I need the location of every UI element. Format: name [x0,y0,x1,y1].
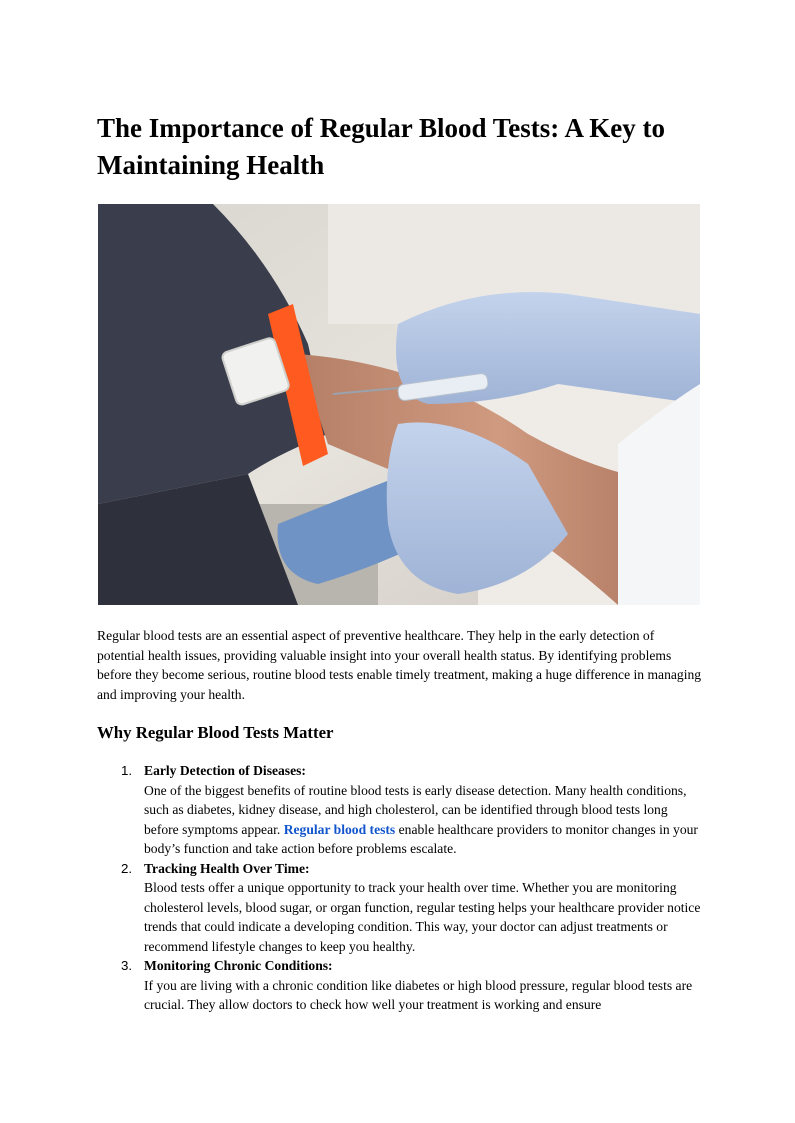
list-item-title: Tracking Health Over Time: [144,860,310,876]
list-item [97,859,703,957]
list-number: 3. [121,958,133,973]
list-number: 1. [121,763,133,778]
reasons-list [97,761,703,1015]
section-heading: Why Regular Blood Tests Matter [97,723,334,742]
list-item-text: enable healthcare providers to monitor changes in your body’s function and take action before problems escalate. [144,821,698,856]
list-item-title: Monitoring Chronic Conditions: [144,958,333,973]
list-item-text: One of the biggest benefits of routine blood tests is early disease detection. Many health conditions, such as diabetes, kidney disease, and high cholesterol, can be identified through blood tests long before symptoms appear. [144,782,687,837]
list-item [97,761,703,859]
intro-paragraph: Regular blood tests are an essential aspect of preventive healthcare. They help in the early detection of potential health issues, providing valuable insight into your overall health status. By identifying problems before they become serious, routine blood tests enable timely treatment, making a huge difference in managing and improving your health. [97,628,702,702]
list-item-body [144,781,703,859]
list-number: 2. [121,860,133,876]
article-title: The Importance of Regular Blood Tests: A Key to Maintaining Health [97,113,666,180]
blood-draw-photo [98,204,700,605]
list-item-title: Early Detection of Diseases: [144,763,306,778]
list-item [97,956,703,1015]
list-item-body: If you are living with a chronic condition like diabetes or high blood pressure, regular blood tests are crucial. They allow doctors to check how well your treatment is working and ensure [144,977,693,1012]
list-item-body: Blood tests offer a unique opportunity to track your health over time. Whether you are monitoring cholesterol levels, blood sugar, or organ function, regular testing helps your healthcare provider notice trends that could indicate a developing condition. This way, your doctor can adjust treatments or recommend lifestyle changes to keep you healthy. [144,880,701,954]
regular-blood-tests-link[interactable]: Regular blood tests [283,821,396,837]
